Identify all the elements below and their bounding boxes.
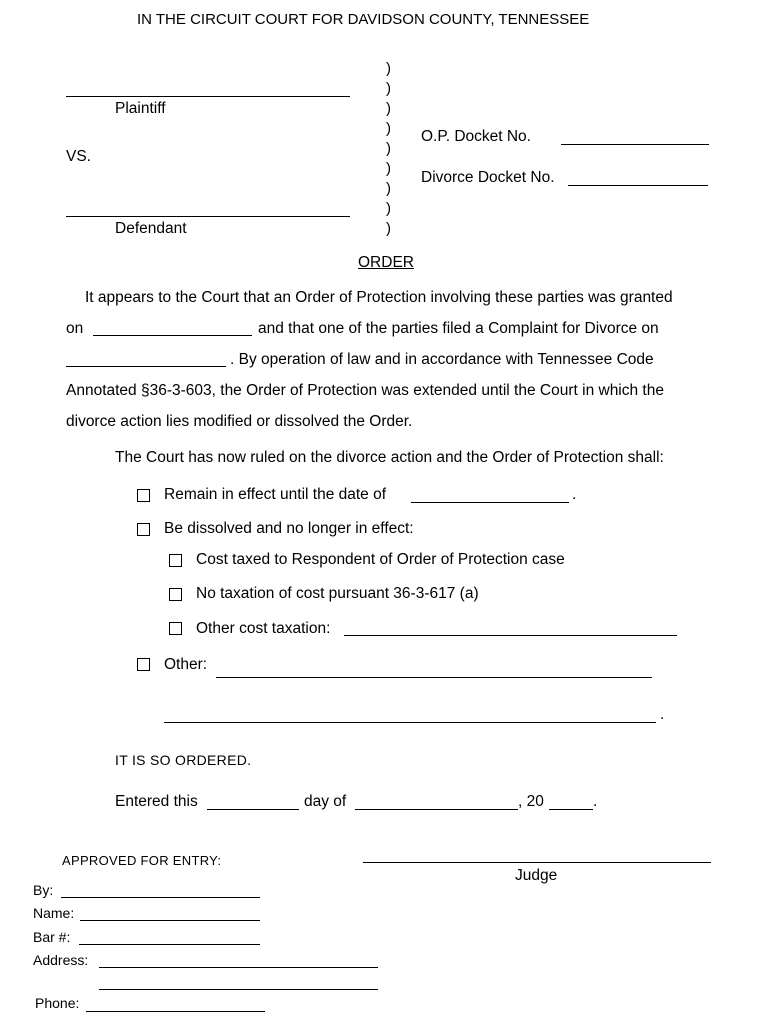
- other-cost-label: Other cost taxation:: [196, 620, 331, 637]
- entered-month-field[interactable]: [355, 809, 518, 810]
- caption-paren: ): [386, 60, 391, 77]
- entered-day-field[interactable]: [207, 809, 299, 810]
- defendant-name-line[interactable]: [66, 216, 350, 217]
- no-taxation-label: No taxation of cost pursuant 36-3-617 (a): [196, 585, 479, 602]
- other-period: .: [660, 706, 665, 723]
- name-label: Name:: [33, 905, 75, 921]
- caption-paren: ): [386, 200, 391, 217]
- other-label: Other:: [164, 656, 208, 673]
- name-field[interactable]: [80, 920, 260, 921]
- entered-period: .: [593, 793, 598, 810]
- other-field-line-2[interactable]: [164, 722, 656, 723]
- caption-paren: ): [386, 120, 391, 137]
- remain-in-effect-label: Remain in effect until the date of: [164, 486, 387, 503]
- by-label: By:: [33, 882, 54, 898]
- remain-until-date-field[interactable]: [411, 502, 569, 503]
- caption-paren: ): [386, 220, 391, 237]
- address-field-line-2[interactable]: [99, 989, 378, 990]
- caption-paren: ): [386, 80, 391, 97]
- divorce-docket-label: Divorce Docket No.: [421, 169, 555, 186]
- order-text-on: on: [66, 320, 84, 337]
- remain-in-effect-checkbox[interactable]: [137, 489, 150, 502]
- caption-paren: ): [386, 100, 391, 117]
- caption-paren: ): [386, 180, 391, 197]
- by-field[interactable]: [61, 897, 260, 898]
- year-prefix: , 20: [518, 793, 544, 810]
- dissolved-checkbox[interactable]: [137, 523, 150, 536]
- order-text-line: divorce action lies modified or dissolved the Order.: [66, 413, 413, 430]
- order-ruling-text: The Court has now ruled on the divorce action and the Order of Protection shall:: [115, 449, 664, 466]
- cost-respondent-label: Cost taxed to Respondent of Order of Protection case: [196, 551, 565, 568]
- judge-signature-line[interactable]: [363, 862, 711, 863]
- plaintiff-label: Plaintiff: [115, 100, 166, 117]
- divorce-filing-date-field[interactable]: [66, 366, 226, 367]
- cost-respondent-checkbox[interactable]: [169, 554, 182, 567]
- plaintiff-name-line[interactable]: [66, 96, 350, 97]
- op-docket-label: O.P. Docket No.: [421, 128, 531, 145]
- vs-label: VS.: [66, 148, 91, 165]
- day-of-label: day of: [304, 793, 347, 810]
- divorce-docket-field[interactable]: [568, 185, 708, 186]
- op-docket-field[interactable]: [561, 144, 709, 145]
- address-label: Address:: [33, 952, 89, 968]
- caption-paren: ): [386, 160, 391, 177]
- protection-date-field[interactable]: [93, 335, 252, 336]
- judge-label: Judge: [515, 867, 558, 884]
- bar-number-field[interactable]: [79, 944, 260, 945]
- so-ordered-text: IT IS SO ORDERED.: [115, 752, 252, 768]
- other-field-line-1[interactable]: [216, 677, 652, 678]
- other-cost-checkbox[interactable]: [169, 622, 182, 635]
- approved-for-entry-label: APPROVED FOR ENTRY:: [62, 853, 222, 868]
- order-text-line: Annotated §36-3-603, the Order of Protection was extended until the Court in which the: [66, 382, 664, 399]
- entered-this-label: Entered this: [115, 793, 198, 810]
- bar-number-label: Bar #:: [33, 929, 71, 945]
- order-text-line: It appears to the Court that an Order of Protection involving these parties was granted: [85, 289, 673, 306]
- defendant-label: Defendant: [115, 220, 187, 237]
- phone-field[interactable]: [86, 1011, 265, 1012]
- remain-period: .: [572, 486, 577, 503]
- address-field-line-1[interactable]: [99, 967, 378, 968]
- other-cost-field[interactable]: [344, 635, 677, 636]
- entered-year-field[interactable]: [549, 809, 593, 810]
- no-taxation-checkbox[interactable]: [169, 588, 182, 601]
- order-text-line: and that one of the parties filed a Complaint for Divorce on: [258, 320, 659, 337]
- order-text-line: . By operation of law and in accordance with Tennessee Code: [230, 351, 654, 368]
- caption-paren: ): [386, 140, 391, 157]
- phone-label: Phone:: [35, 995, 80, 1011]
- order-title: ORDER: [358, 254, 414, 271]
- court-title: IN THE CIRCUIT COURT FOR DAVIDSON COUNTY, TENNESSEE: [137, 11, 590, 28]
- dissolved-label: Be dissolved and no longer in effect:: [164, 520, 414, 537]
- other-checkbox[interactable]: [137, 658, 150, 671]
